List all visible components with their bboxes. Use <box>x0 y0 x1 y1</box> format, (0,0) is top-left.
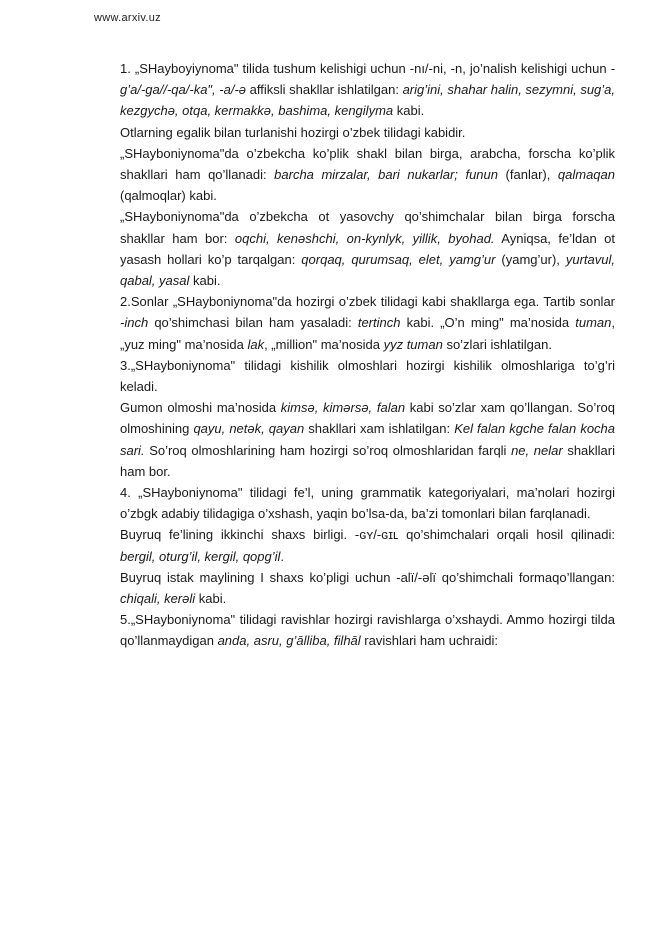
paragraph <box>120 122 615 143</box>
italic-term: Kel falan kgche falan kocha sari. <box>120 421 616 458</box>
text-run: kabi so’zlar xam qo’llangan. So’roq olmoshining <box>120 400 615 437</box>
italic-term: bergil, oturg’il, kergil, qopg’il <box>120 548 281 564</box>
text-run: kabi. <box>393 103 425 119</box>
text-run: 4. „SHayboniynoma" tilidagi fe’l, uning grammatik kategoriyalari, ma’nolari hozirgi o’zbgk adabiy tilidagiga o’xshash, yaqin bo’lsa-da, ba’zi tomonlari bilan farqlanadi. <box>120 485 615 522</box>
text-run: „SHayboniynoma"da o’zbekcha ko’plik shakl bilan birga, arabcha, forscha ko’plik shakllari ham qo’llanadi: <box>120 145 615 183</box>
italic-term: -g’a/-ga//-qa/-ka", -a/-ə <box>120 61 615 98</box>
italic-term: qorqaq, qurumsaq, elet, <box>301 251 444 267</box>
italic-term: -inch <box>120 315 149 331</box>
text-run: Buyruq istak maylining I shaxs ko’pligi uchun -alї/-əlї qo’shimchali formaqo’llangan: <box>120 569 615 585</box>
text-run: affiksli shakllar ishlatilgan: <box>246 82 403 98</box>
paragraph <box>120 291 615 355</box>
text-run: Otlarning egalik bilan turlanishi hozirgi o’zbek tilidagi kabidir. <box>120 124 466 140</box>
paragraph <box>120 609 615 651</box>
text-run: „SHayboniynoma"da o’zbekcha ot yasovchy qo’shimchalar bilan birga forscha shakllar ham bor: <box>120 209 615 246</box>
text-run: , „yuz ming" ma’nosida <box>120 315 615 352</box>
italic-term: qalmaqan <box>557 167 615 183</box>
site-url: www.arxiv.uz <box>94 12 161 24</box>
italic-term: yyz tuman <box>383 336 443 352</box>
text-run: 5.„SHayboniynoma" tilidagi ravishlar hozirgi ravishlarga o’xshaydi. Ammo hozirgi tilda qo’llanmaydigan <box>120 612 615 649</box>
paragraph <box>120 397 615 482</box>
paragraph <box>120 524 615 566</box>
paragraph <box>120 143 615 207</box>
text-run: so’zlari ishlatilgan. <box>442 336 552 352</box>
text-run: 1. „SHayboyiynoma" tilida tushum kelishigi uchun -nı/-ni, -n, jo’nalish kelishigi uchun <box>120 61 611 76</box>
text-run: ravishlari ham uchraidi: <box>360 633 498 649</box>
italic-term: anda, asru, g’ālliba, filhāl <box>217 633 361 649</box>
italic-term: kimsə, kimərsə, falan <box>280 400 406 416</box>
paragraph <box>120 58 615 122</box>
italic-term: lak <box>247 336 265 352</box>
text-run: shakllari xam ishlatilgan: <box>304 421 455 437</box>
text-run: kabi. <box>189 273 221 289</box>
text-run: 2.Sonlar „SHayboniynoma"da hozirgi o’zbek tilidagi kabi shakllarga ega. Tartib sonlar <box>120 294 615 310</box>
italic-term: barcha mirzalar, bari nukarlar; funun <box>274 167 498 183</box>
italic-term: yurtavul, qabal, yasal <box>120 251 615 289</box>
italic-term: oqchi, kenəshchi, on-kynlyk, yillik, byohad. <box>234 230 495 246</box>
text-run: (fanlar), <box>498 167 558 183</box>
text-run: Gumon olmoshi ma’nosida <box>120 400 281 416</box>
text-run: (yamg’ur), <box>495 251 566 267</box>
paragraph <box>120 206 615 291</box>
text-run: (qalmoqlar) kabi. <box>120 188 217 204</box>
italic-term: chiqali, kerəli <box>120 591 196 607</box>
italic-term: tuman <box>575 315 612 331</box>
text-run: , „million" ma’nosida <box>264 336 384 352</box>
text-run: Buyruq fe’lining ikkinchi shaxs birligi. -ɢʏ/-ɢɪʟ qo’shimchalari orqali hosil qilinadi: <box>120 527 615 543</box>
italic-term: ne, nelar <box>511 442 563 458</box>
text-run: kabi. <box>195 591 227 607</box>
text-run: 3.„SHayboniynoma" tilidagi kishilik olmoshlari hozirgi kishilik olmoshlariga to’g’ri keladi. <box>120 357 615 395</box>
text-run: shakllari ham bor. <box>120 442 615 479</box>
paragraph <box>120 567 615 609</box>
italic-term: qayu, netək, qayan <box>193 421 305 437</box>
text-run: . <box>280 548 285 564</box>
italic-term: yamg’ur <box>449 251 496 267</box>
text-run: So’roq olmoshlarining ham hozirgi so’roq olmoshlaridan farqli <box>144 442 512 458</box>
document-body <box>120 58 615 652</box>
italic-term: tertinch <box>357 315 401 331</box>
text-run: kabi. „O’n ming" ma’nosida <box>400 315 576 331</box>
paragraph <box>120 355 615 397</box>
text-run: qo’shimchasi bilan ham yasaladi: <box>148 315 358 331</box>
text-run: Ayniqsa, fe’ldan ot yasash hollari ko’p tarqalgan: <box>120 230 616 267</box>
italic-term: arig’ini, shahar halin, sezymni, sug’a, kezgychə, otqa, kermakkə, bashima, kengilyma <box>120 82 616 119</box>
paragraph <box>120 482 615 524</box>
